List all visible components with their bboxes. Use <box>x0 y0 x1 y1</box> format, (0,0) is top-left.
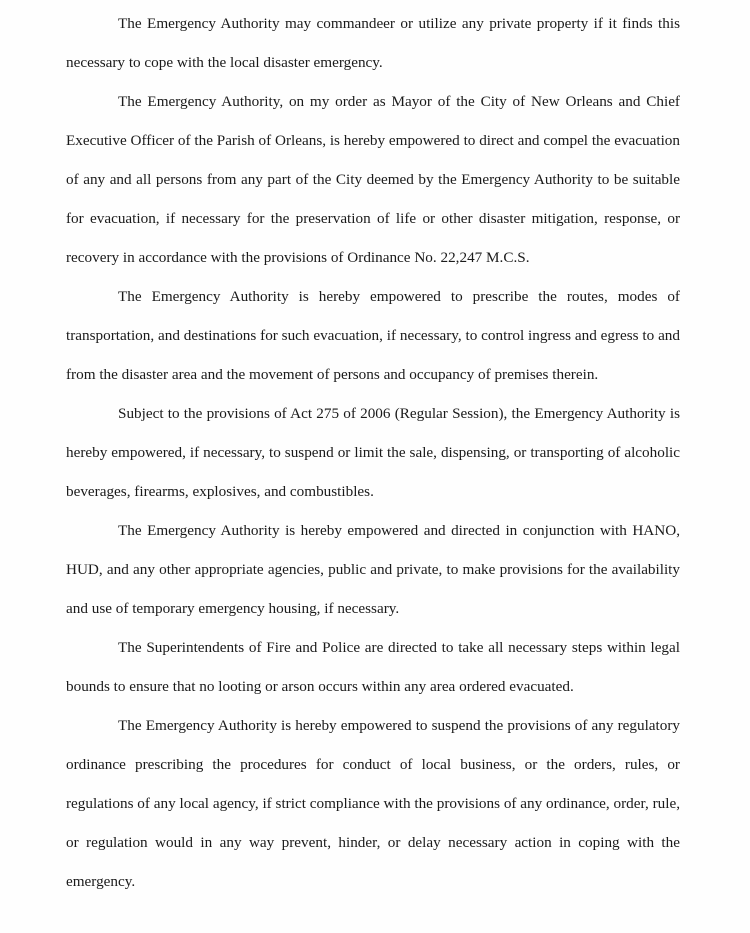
paragraph-sales-restrictions: Subject to the provisions of Act 275 of 2006 (Regular Session), the Emergency Authority is hereby empowered, if necessary, to suspend or limit the sale, dispensing, or transporting of alcoholic beverages, firearms, explosives, and combustibles. <box>66 405 680 500</box>
paragraph-commandeer-property: The Emergency Authority may commandeer or utilize any private property if it finds this necessary to cope with the local disaster emergency. <box>66 15 680 71</box>
paragraph-suspend-ordinances: The Emergency Authority is hereby empowered to suspend the provisions of any regulatory ordinance prescribing the procedures for conduct of local business, or the orders, rules, or regulations of any local agency, if strict compliance with the provisions of any ordinance, order, rule, or regulation would in any way prevent, hinder, or delay necessary action in coping with the emergency. <box>66 717 680 890</box>
paragraph-evacuation-routes: The Emergency Authority is hereby empowered to prescribe the routes, modes of transportation, and destinations for such evacuation, if necessary, to control ingress and egress to and from the disaster area and the movement of persons and occupancy of premises therein. <box>66 288 680 383</box>
paragraph-evacuation-order: The Emergency Authority, on my order as Mayor of the City of New Orleans and Chief Executive Officer of the Parish of Orleans, is hereby empowered to direct and compel the evacuation of any and all persons from any part of the City deemed by the Emergency Authority to be suitable for evacuation, if necessary for the preservation of life or other disaster mitigation, response, or recovery in accordance with the provisions of Ordinance No. 22,247 M.C.S. <box>66 93 680 266</box>
paragraph-emergency-housing: The Emergency Authority is hereby empowered and directed in conjunction with HANO, HUD, and any other appropriate agencies, public and private, to make provisions for the availability and use of temporary emergency housing, if necessary. <box>66 522 680 617</box>
paragraph-looting-prevention: The Superintendents of Fire and Police are directed to take all necessary steps within legal bounds to ensure that no looting or arson occurs within any area ordered evacuated. <box>66 639 680 695</box>
document-body <box>66 4 680 901</box>
